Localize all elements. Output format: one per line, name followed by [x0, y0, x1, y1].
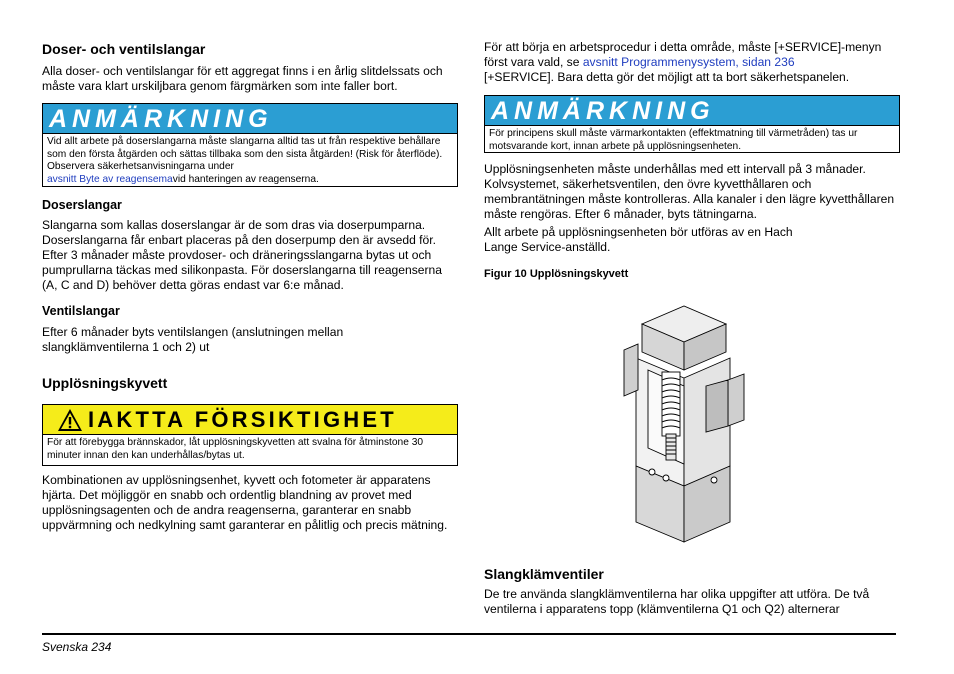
note-box-2 — [484, 95, 900, 153]
section-title-cuvette: Upplösningskyvett — [42, 375, 168, 391]
service-intro — [484, 40, 884, 85]
footer-divider — [42, 633, 896, 635]
section-title-pinch-valves: Slangklämventiler — [484, 566, 604, 582]
note-text-1-body: Vid allt arbete på doserslangarna måste slangarna alltid tas ut från respektive behållare som den första åtgärden och sättas tillbaka som den sista åtgärden! (Risk för återflöde). Observera säkerhetsanvisningarna under — [47, 136, 443, 172]
doser-hoses-text: Slangarna som kallas doserslangar är de som dras via doserpumparna. Doserslangarna får enbart placeras på den doserpump den är avsedd för. Efter 3 månader måste provdoser- och dräneringsslangarna bytas ut och pumprullarna täckas med silikonpasta. För doserslangarna till reagenserna (A, C and D) behöver detta göras endast var 6:e månad. — [42, 218, 442, 292]
subheading-doser-hoses: Doserslangar — [42, 198, 122, 212]
section-title-hoses: Doser- och ventilslangar — [42, 41, 206, 57]
cuvette-text: Kombinationen av upplösningsenhet, kyvett och fotometer är apparatens hjärta. Det möjliggör en snabb och ordentlig blandning av provet med upplösningsagenten och de andra reagenserna, garanterar en snabb uppvärmning och nedkylning samt garanterar en pålitlig och precis mätning. — [42, 473, 448, 532]
figure-caption: Figur 10 Upplösningskyvett — [484, 268, 629, 280]
valve-hoses-text: Efter 6 månader byts ventilslangen (anslutningen mellan slangklämventilerna 1 och 2) ut — [42, 325, 344, 354]
caution-header — [43, 405, 457, 435]
note-header-1: ANMÄRKNING — [43, 104, 457, 134]
caution-box — [42, 404, 458, 466]
note-header-2: ANMÄRKNING — [485, 96, 899, 126]
link-reagent-replacement[interactable]: avsnitt Byte av reagensema — [47, 173, 173, 185]
pinch-valves-text: De tre använda slangklämventilerna har olika uppgifter att utföra. De två ventilerna i apparatens topp (klämventilerna Q1 och Q2) alternerar — [484, 587, 870, 616]
service-intro-before: För att börja en arbetsprocedur i detta område, måste [+SERVICE]-menyn först vara vald, se — [484, 40, 882, 69]
caution-text: För att förebygga brännskador, låt upplösningskyvetten att svalna för åtminstone 30 minuter innan den kan underhållas/bytas ut. — [47, 437, 424, 461]
hoses-intro: Alla doser- och ventilslangar för ett aggregat finns i en årlig slitdelssats och måste vara klart urskiljbara genom färgmärken som inte faller bort. — [42, 64, 443, 93]
cuvette-illustration — [622, 296, 754, 546]
subheading-valve-hoses: Ventilslangar — [42, 304, 120, 318]
note-text-1-after: vid hanteringen av reagenserna. — [172, 173, 319, 185]
page-footer: Svenska 234 — [42, 640, 112, 654]
note-box-1 — [42, 103, 458, 187]
warning-icon — [57, 408, 83, 432]
caution-header-text: IAKTTA FÖRSIKTIGHET — [88, 406, 397, 432]
service-staff-text: Allt arbete på upplösningsenheten bör utföras av en Hach Lange Service-anställd. — [484, 225, 793, 254]
maintenance-text: Upplösningsenheten måste underhållas med ett intervall på 3 månader. Kolvsystemet, säkerhetsventilen, den övre kyvetthållaren och membrantätningen måste kontrolleras. Alla kanaler i den lägre kyvetthållaren måste rengöras. Efter 6 månader, byts tätningarna. — [484, 162, 895, 221]
link-program-menu[interactable]: avsnitt Programmenysystem, sidan 236 — [582, 55, 795, 69]
service-intro-after: [+SERVICE]. Bara detta gör det möjligt att ta bort säkerhetspanelen. — [484, 70, 850, 84]
note-text-2: För principens skull måste värmarkontakten (effektmatning till värmetråden) tas ur motsvarande kort, innan arbete på upplösningsenheten. — [489, 128, 858, 152]
note-text-1 — [43, 134, 457, 188]
